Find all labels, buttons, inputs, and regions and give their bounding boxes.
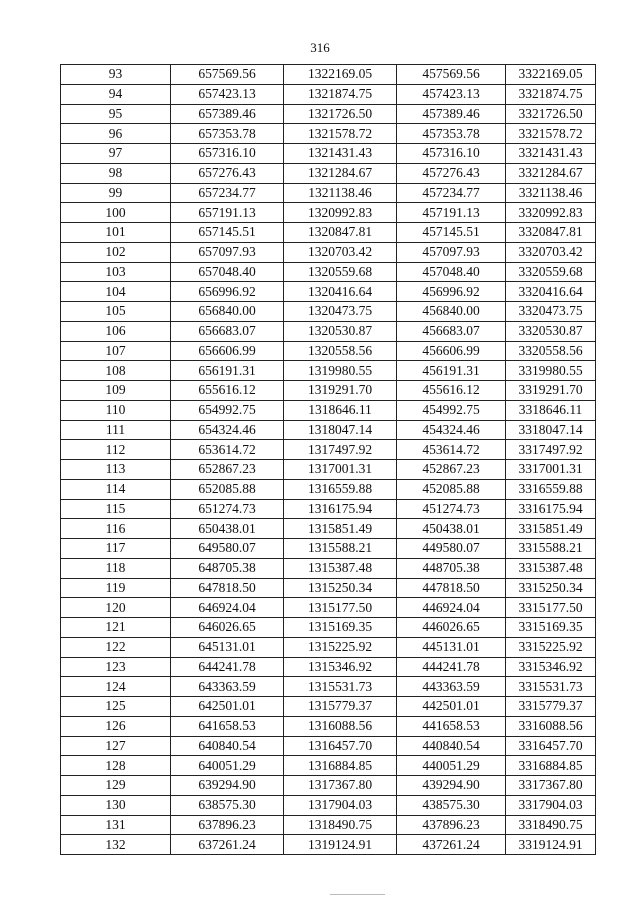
y-local-cell: 3316559.88 xyxy=(506,479,596,499)
table-row xyxy=(61,163,596,183)
page-number: 316 xyxy=(310,40,330,55)
y-local-cell: 3315225.92 xyxy=(506,637,596,657)
y-coordinate-cell: 1320847.81 xyxy=(284,223,397,243)
y-local-cell: 3315531.73 xyxy=(506,677,596,697)
x-coordinate-cell: 646924.04 xyxy=(171,598,284,618)
x-coordinate-cell: 657234.77 xyxy=(171,183,284,203)
y-coordinate-cell: 1315225.92 xyxy=(284,637,397,657)
table-row xyxy=(61,242,596,262)
table-row xyxy=(61,144,596,164)
y-coordinate-cell: 1321726.50 xyxy=(284,104,397,124)
y-local-cell: 3317904.03 xyxy=(506,795,596,815)
y-coordinate-cell: 1317904.03 xyxy=(284,795,397,815)
x-coordinate-cell: 652867.23 xyxy=(171,460,284,480)
y-local-cell: 3320530.87 xyxy=(506,321,596,341)
table-row xyxy=(61,262,596,282)
point-number-cell: 131 xyxy=(61,815,171,835)
point-number-cell: 124 xyxy=(61,677,171,697)
y-coordinate-cell: 1315779.37 xyxy=(284,697,397,717)
y-local-cell: 3321578.72 xyxy=(506,124,596,144)
x-coordinate-cell: 642501.01 xyxy=(171,697,284,717)
y-coordinate-cell: 1315346.92 xyxy=(284,657,397,677)
table-row xyxy=(61,282,596,302)
point-number-cell: 123 xyxy=(61,657,171,677)
x-local-cell: 457569.56 xyxy=(397,65,506,85)
table-row xyxy=(61,381,596,401)
x-local-cell: 454324.46 xyxy=(397,420,506,440)
table-row xyxy=(61,183,596,203)
table-row xyxy=(61,223,596,243)
point-number-cell: 120 xyxy=(61,598,171,618)
x-coordinate-cell: 657276.43 xyxy=(171,163,284,183)
x-coordinate-cell: 656606.99 xyxy=(171,341,284,361)
table-row xyxy=(61,637,596,657)
x-local-cell: 450438.01 xyxy=(397,519,506,539)
x-local-cell: 457389.46 xyxy=(397,104,506,124)
coordinate-table xyxy=(60,64,596,855)
point-number-cell: 93 xyxy=(61,65,171,85)
x-local-cell: 457234.77 xyxy=(397,183,506,203)
y-local-cell: 3316088.56 xyxy=(506,716,596,736)
x-coordinate-cell: 657353.78 xyxy=(171,124,284,144)
x-coordinate-cell: 652085.88 xyxy=(171,479,284,499)
x-coordinate-cell: 655616.12 xyxy=(171,381,284,401)
x-local-cell: 453614.72 xyxy=(397,440,506,460)
x-coordinate-cell: 657145.51 xyxy=(171,223,284,243)
point-number-cell: 132 xyxy=(61,835,171,855)
y-local-cell: 3321138.46 xyxy=(506,183,596,203)
x-coordinate-cell: 657097.93 xyxy=(171,242,284,262)
point-number-cell: 112 xyxy=(61,440,171,460)
x-coordinate-cell: 637261.24 xyxy=(171,835,284,855)
x-coordinate-cell: 654324.46 xyxy=(171,420,284,440)
point-number-cell: 111 xyxy=(61,420,171,440)
x-local-cell: 457097.93 xyxy=(397,242,506,262)
table-row xyxy=(61,558,596,578)
y-local-cell: 3316884.85 xyxy=(506,756,596,776)
x-local-cell: 445131.01 xyxy=(397,637,506,657)
x-local-cell: 456683.07 xyxy=(397,321,506,341)
y-coordinate-cell: 1316088.56 xyxy=(284,716,397,736)
y-coordinate-cell: 1319980.55 xyxy=(284,361,397,381)
table-row xyxy=(61,400,596,420)
y-coordinate-cell: 1318490.75 xyxy=(284,815,397,835)
footer-line xyxy=(330,894,385,895)
point-number-cell: 94 xyxy=(61,84,171,104)
y-coordinate-cell: 1319124.91 xyxy=(284,835,397,855)
x-local-cell: 437261.24 xyxy=(397,835,506,855)
x-local-cell: 454992.75 xyxy=(397,400,506,420)
x-coordinate-cell: 644241.78 xyxy=(171,657,284,677)
y-local-cell: 3315346.92 xyxy=(506,657,596,677)
point-number-cell: 125 xyxy=(61,697,171,717)
point-number-cell: 97 xyxy=(61,144,171,164)
x-local-cell: 456840.00 xyxy=(397,302,506,322)
table-row xyxy=(61,460,596,480)
table-row xyxy=(61,736,596,756)
y-coordinate-cell: 1315531.73 xyxy=(284,677,397,697)
y-local-cell: 3318646.11 xyxy=(506,400,596,420)
x-coordinate-cell: 649580.07 xyxy=(171,539,284,559)
x-local-cell: 452867.23 xyxy=(397,460,506,480)
y-coordinate-cell: 1317001.31 xyxy=(284,460,397,480)
y-coordinate-cell: 1321874.75 xyxy=(284,84,397,104)
x-local-cell: 456606.99 xyxy=(397,341,506,361)
point-number-cell: 113 xyxy=(61,460,171,480)
y-coordinate-cell: 1315588.21 xyxy=(284,539,397,559)
y-local-cell: 3320847.81 xyxy=(506,223,596,243)
y-coordinate-cell: 1320558.56 xyxy=(284,341,397,361)
y-local-cell: 3321284.67 xyxy=(506,163,596,183)
y-coordinate-cell: 1315169.35 xyxy=(284,618,397,638)
table-row xyxy=(61,835,596,855)
x-coordinate-cell: 657191.13 xyxy=(171,203,284,223)
x-coordinate-cell: 654992.75 xyxy=(171,400,284,420)
y-local-cell: 3316457.70 xyxy=(506,736,596,756)
point-number-cell: 96 xyxy=(61,124,171,144)
point-number-cell: 106 xyxy=(61,321,171,341)
x-local-cell: 457423.13 xyxy=(397,84,506,104)
x-local-cell: 456996.92 xyxy=(397,282,506,302)
x-coordinate-cell: 639294.90 xyxy=(171,776,284,796)
table-row xyxy=(61,302,596,322)
point-number-cell: 121 xyxy=(61,618,171,638)
table-row xyxy=(61,697,596,717)
x-local-cell: 444241.78 xyxy=(397,657,506,677)
y-local-cell: 3321431.43 xyxy=(506,144,596,164)
y-local-cell: 3315250.34 xyxy=(506,578,596,598)
point-number-cell: 103 xyxy=(61,262,171,282)
y-local-cell: 3316175.94 xyxy=(506,499,596,519)
point-number-cell: 126 xyxy=(61,716,171,736)
x-coordinate-cell: 657569.56 xyxy=(171,65,284,85)
y-local-cell: 3320703.42 xyxy=(506,242,596,262)
y-coordinate-cell: 1320559.68 xyxy=(284,262,397,282)
x-local-cell: 456191.31 xyxy=(397,361,506,381)
y-local-cell: 3320992.83 xyxy=(506,203,596,223)
table-row xyxy=(61,479,596,499)
point-number-cell: 122 xyxy=(61,637,171,657)
y-local-cell: 3319980.55 xyxy=(506,361,596,381)
y-local-cell: 3315851.49 xyxy=(506,519,596,539)
table-row xyxy=(61,776,596,796)
x-local-cell: 446026.65 xyxy=(397,618,506,638)
point-number-cell: 110 xyxy=(61,400,171,420)
x-coordinate-cell: 657423.13 xyxy=(171,84,284,104)
point-number-cell: 129 xyxy=(61,776,171,796)
x-local-cell: 439294.90 xyxy=(397,776,506,796)
x-coordinate-cell: 638575.30 xyxy=(171,795,284,815)
point-number-cell: 99 xyxy=(61,183,171,203)
point-number-cell: 101 xyxy=(61,223,171,243)
table-row xyxy=(61,618,596,638)
x-coordinate-cell: 656191.31 xyxy=(171,361,284,381)
x-local-cell: 448705.38 xyxy=(397,558,506,578)
point-number-cell: 107 xyxy=(61,341,171,361)
y-local-cell: 3318047.14 xyxy=(506,420,596,440)
x-local-cell: 457276.43 xyxy=(397,163,506,183)
y-local-cell: 3320416.64 xyxy=(506,282,596,302)
y-coordinate-cell: 1322169.05 xyxy=(284,65,397,85)
y-local-cell: 3320473.75 xyxy=(506,302,596,322)
x-local-cell: 452085.88 xyxy=(397,479,506,499)
table-row xyxy=(61,519,596,539)
table-row xyxy=(61,578,596,598)
point-number-cell: 115 xyxy=(61,499,171,519)
x-coordinate-cell: 648705.38 xyxy=(171,558,284,578)
x-local-cell: 457353.78 xyxy=(397,124,506,144)
x-coordinate-cell: 653614.72 xyxy=(171,440,284,460)
y-coordinate-cell: 1321138.46 xyxy=(284,183,397,203)
table-row xyxy=(61,65,596,85)
x-coordinate-cell: 650438.01 xyxy=(171,519,284,539)
y-local-cell: 3320558.56 xyxy=(506,341,596,361)
y-local-cell: 3317367.80 xyxy=(506,776,596,796)
x-coordinate-cell: 656840.00 xyxy=(171,302,284,322)
x-coordinate-cell: 657389.46 xyxy=(171,104,284,124)
table-row xyxy=(61,716,596,736)
point-number-cell: 127 xyxy=(61,736,171,756)
x-local-cell: 446924.04 xyxy=(397,598,506,618)
table-row xyxy=(61,440,596,460)
point-number-cell: 119 xyxy=(61,578,171,598)
x-local-cell: 457191.13 xyxy=(397,203,506,223)
y-local-cell: 3319124.91 xyxy=(506,835,596,855)
y-coordinate-cell: 1320530.87 xyxy=(284,321,397,341)
table-row xyxy=(61,499,596,519)
y-local-cell: 3322169.05 xyxy=(506,65,596,85)
y-coordinate-cell: 1320703.42 xyxy=(284,242,397,262)
table-row xyxy=(61,203,596,223)
x-coordinate-cell: 646026.65 xyxy=(171,618,284,638)
y-local-cell: 3315588.21 xyxy=(506,539,596,559)
x-coordinate-cell: 657316.10 xyxy=(171,144,284,164)
y-coordinate-cell: 1315387.48 xyxy=(284,558,397,578)
x-local-cell: 443363.59 xyxy=(397,677,506,697)
y-coordinate-cell: 1321284.67 xyxy=(284,163,397,183)
y-coordinate-cell: 1317497.92 xyxy=(284,440,397,460)
x-local-cell: 457145.51 xyxy=(397,223,506,243)
table-row xyxy=(61,321,596,341)
x-coordinate-cell: 651274.73 xyxy=(171,499,284,519)
x-coordinate-cell: 643363.59 xyxy=(171,677,284,697)
y-coordinate-cell: 1316884.85 xyxy=(284,756,397,776)
x-coordinate-cell: 647818.50 xyxy=(171,578,284,598)
x-local-cell: 449580.07 xyxy=(397,539,506,559)
y-coordinate-cell: 1318646.11 xyxy=(284,400,397,420)
point-number-cell: 109 xyxy=(61,381,171,401)
coordinate-table-body xyxy=(61,65,596,855)
y-local-cell: 3317001.31 xyxy=(506,460,596,480)
x-local-cell: 457048.40 xyxy=(397,262,506,282)
point-number-cell: 130 xyxy=(61,795,171,815)
x-local-cell: 447818.50 xyxy=(397,578,506,598)
table-row xyxy=(61,361,596,381)
point-number-cell: 100 xyxy=(61,203,171,223)
y-coordinate-cell: 1320416.64 xyxy=(284,282,397,302)
point-number-cell: 117 xyxy=(61,539,171,559)
point-number-cell: 104 xyxy=(61,282,171,302)
table-row xyxy=(61,598,596,618)
x-local-cell: 438575.30 xyxy=(397,795,506,815)
y-coordinate-cell: 1316457.70 xyxy=(284,736,397,756)
x-local-cell: 451274.73 xyxy=(397,499,506,519)
x-local-cell: 442501.01 xyxy=(397,697,506,717)
point-number-cell: 116 xyxy=(61,519,171,539)
table-row xyxy=(61,795,596,815)
y-local-cell: 3315779.37 xyxy=(506,697,596,717)
x-local-cell: 440051.29 xyxy=(397,756,506,776)
point-number-cell: 118 xyxy=(61,558,171,578)
y-coordinate-cell: 1318047.14 xyxy=(284,420,397,440)
x-coordinate-cell: 656683.07 xyxy=(171,321,284,341)
y-local-cell: 3319291.70 xyxy=(506,381,596,401)
x-local-cell: 457316.10 xyxy=(397,144,506,164)
y-coordinate-cell: 1315177.50 xyxy=(284,598,397,618)
x-coordinate-cell: 640840.54 xyxy=(171,736,284,756)
y-local-cell: 3315177.50 xyxy=(506,598,596,618)
y-local-cell: 3321874.75 xyxy=(506,84,596,104)
table-row xyxy=(61,420,596,440)
y-coordinate-cell: 1315851.49 xyxy=(284,519,397,539)
point-number-cell: 95 xyxy=(61,104,171,124)
y-coordinate-cell: 1321431.43 xyxy=(284,144,397,164)
y-coordinate-cell: 1319291.70 xyxy=(284,381,397,401)
x-local-cell: 440840.54 xyxy=(397,736,506,756)
x-local-cell: 441658.53 xyxy=(397,716,506,736)
y-coordinate-cell: 1320473.75 xyxy=(284,302,397,322)
y-local-cell: 3315387.48 xyxy=(506,558,596,578)
x-coordinate-cell: 637896.23 xyxy=(171,815,284,835)
table-row xyxy=(61,657,596,677)
y-local-cell: 3315169.35 xyxy=(506,618,596,638)
y-coordinate-cell: 1316175.94 xyxy=(284,499,397,519)
table-row xyxy=(61,539,596,559)
point-number-cell: 98 xyxy=(61,163,171,183)
x-coordinate-cell: 656996.92 xyxy=(171,282,284,302)
x-coordinate-cell: 645131.01 xyxy=(171,637,284,657)
x-local-cell: 437896.23 xyxy=(397,815,506,835)
table-row xyxy=(61,104,596,124)
y-coordinate-cell: 1316559.88 xyxy=(284,479,397,499)
x-coordinate-cell: 641658.53 xyxy=(171,716,284,736)
x-coordinate-cell: 657048.40 xyxy=(171,262,284,282)
y-coordinate-cell: 1321578.72 xyxy=(284,124,397,144)
point-number-cell: 102 xyxy=(61,242,171,262)
y-local-cell: 3318490.75 xyxy=(506,815,596,835)
table-row xyxy=(61,756,596,776)
y-coordinate-cell: 1315250.34 xyxy=(284,578,397,598)
point-number-cell: 108 xyxy=(61,361,171,381)
y-coordinate-cell: 1317367.80 xyxy=(284,776,397,796)
x-coordinate-cell: 640051.29 xyxy=(171,756,284,776)
table-row xyxy=(61,815,596,835)
table-row xyxy=(61,341,596,361)
y-local-cell: 3321726.50 xyxy=(506,104,596,124)
table-row xyxy=(61,84,596,104)
table-row xyxy=(61,677,596,697)
point-number-cell: 105 xyxy=(61,302,171,322)
y-local-cell: 3317497.92 xyxy=(506,440,596,460)
x-local-cell: 455616.12 xyxy=(397,381,506,401)
point-number-cell: 114 xyxy=(61,479,171,499)
point-number-cell: 128 xyxy=(61,756,171,776)
y-coordinate-cell: 1320992.83 xyxy=(284,203,397,223)
y-local-cell: 3320559.68 xyxy=(506,262,596,282)
table-row xyxy=(61,124,596,144)
